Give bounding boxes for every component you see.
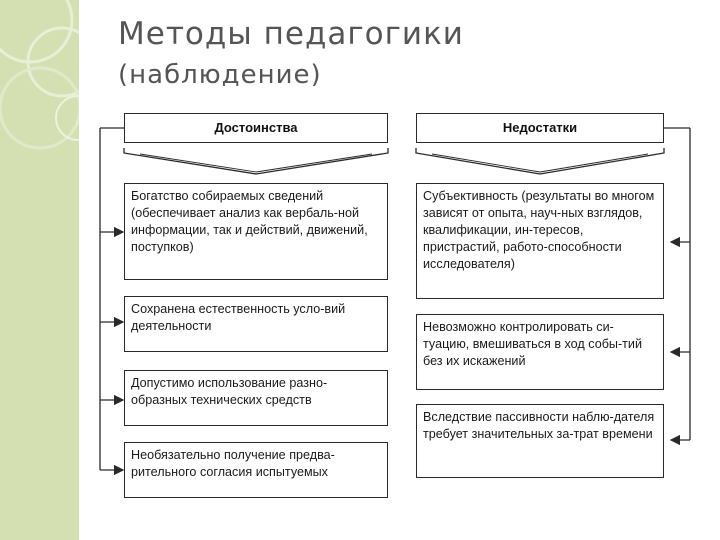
advantage-item-4: Необязательно получение предва-рительного согласия испытуемых <box>124 442 388 498</box>
advantage-item-3: Допустимо использование разно-образных технических средств <box>124 370 388 426</box>
page-title: Методы педагогики <box>118 16 464 52</box>
disadvantage-item-2: Невозможно контролировать си-туацию, вмешиваться в ход собы-тий без их искажений <box>416 314 664 390</box>
advantage-item-2: Сохранена естественность усло-вий деятельности <box>124 296 388 352</box>
left-header-funnel <box>124 148 388 174</box>
disadvantages-header: Недостатки <box>416 113 664 143</box>
page-subtitle: (наблюдение) <box>118 60 322 86</box>
advantages-header: Достоинства <box>124 113 388 143</box>
disadvantage-item-1: Субъективность (результаты во многом зависят от опыта, науч-ных взглядов, квалификации, ин-тересов, пристрастий, работо-способности исследователя) <box>416 183 664 299</box>
advantage-item-1: Богатство собираемых сведений (обеспечивает анализ как вербаль-ной информации, так и действий, движений, поступков) <box>124 183 388 280</box>
disadvantage-item-3: Вследствие пассивности наблю-дателя требует значительных за-трат времени <box>416 404 664 478</box>
right-header-funnel <box>416 148 664 174</box>
